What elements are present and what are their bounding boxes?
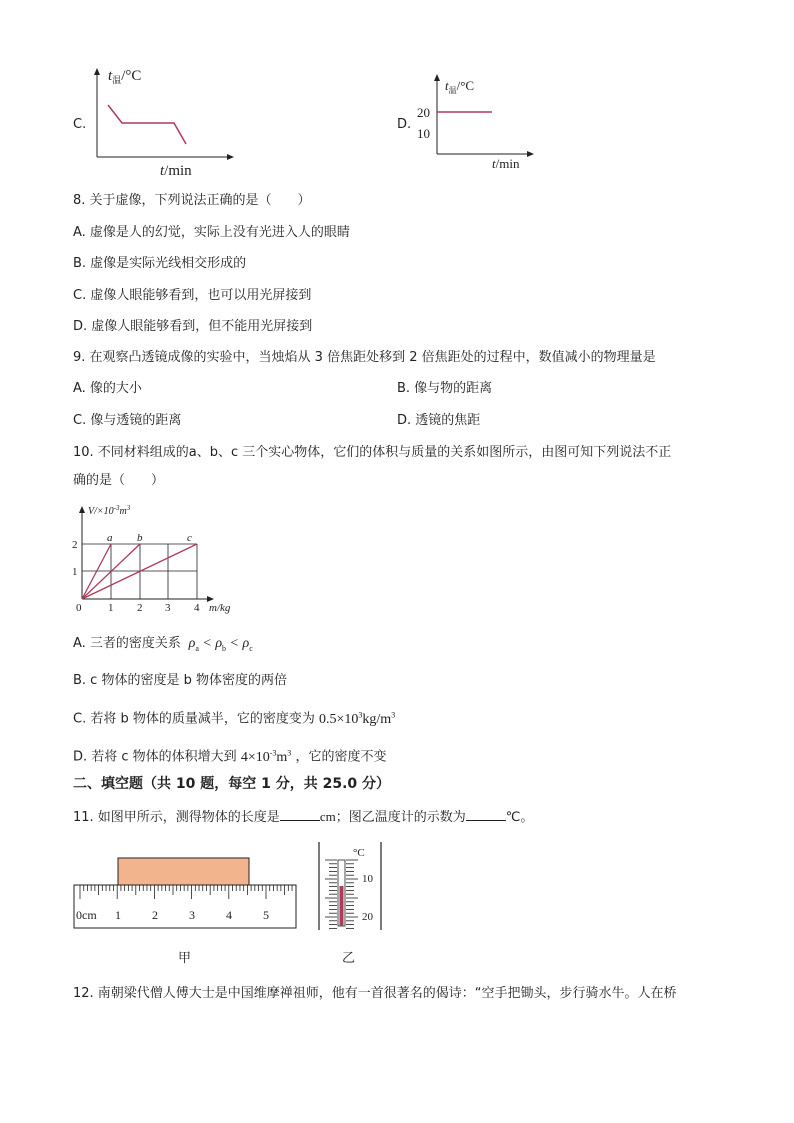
vm-y-arrow (79, 506, 85, 513)
graph-c-ylabel: $t_温/^\circ C$ (108, 68, 142, 85)
line-c (82, 544, 197, 599)
vm-graph (70, 500, 245, 620)
graph-c-x-arrow (227, 154, 234, 160)
q9-option-d: D. 透镜的焦距 (397, 413, 481, 428)
section-title: 二、填空题（共 10 题，每空 1 分，共 25.0 分） (73, 776, 391, 792)
q9-stem: 9. 在观察凸透镜成像的实验中，当烛焰从 3 倍焦距处移到 2 倍焦距处的过程中，数值减小的物理量是 (73, 350, 656, 365)
graph-d-tick-20: 20 (417, 105, 430, 120)
q9-option-a: A. 像的大小 (73, 381, 142, 396)
q11-unit-cm: cm (319, 809, 336, 824)
q8-stem: 8. 关于虚像，下列说法正确的是（ ） (73, 193, 311, 208)
vm-label-c: c (187, 532, 192, 544)
q10-option-c-text: C. 若将 b 物体的质量减半，它的密度变为 (73, 711, 315, 727)
graph-d-y-arrow (434, 74, 440, 81)
vm-y-tick-1: 1 (72, 566, 78, 578)
vm-y-tick-2: 2 (72, 539, 78, 551)
vm-ylabel: $V/\times 10^{-3}m^3$ (88, 504, 131, 517)
vm-x-tick-2: 2 (137, 602, 143, 614)
q10-option-c (73, 707, 395, 728)
graph-c-y-arrow (94, 68, 100, 75)
caption-yi: 乙 (342, 951, 356, 966)
ruler-label-3: 3 (189, 908, 195, 922)
q8-option-c: C. 虚像人眼能够看到，也可以用光屏接到 (73, 288, 312, 303)
q10-option-d-value: $4\times 10^{-3}m^3$ (240, 748, 292, 765)
vm-origin: 0 (76, 602, 82, 614)
q11-blank-length[interactable] (280, 808, 320, 821)
q11-stem-prefix: 11. 如图甲所示，测得物体的长度是 (73, 810, 280, 825)
q9-option-b: B. 像与物的距离 (397, 381, 493, 396)
q8-option-d: D. 虚像人眼能够看到，但不能用光屏接到 (73, 319, 313, 334)
graph-c-xlabel: t/min (160, 163, 192, 179)
q10-option-d (73, 745, 386, 766)
vm-label-a: a (107, 532, 113, 544)
measured-object (118, 858, 249, 885)
vm-label-b: b (137, 532, 143, 544)
q10-option-b: B. c 物体的密度是 b 物体密度的两倍 (73, 673, 287, 688)
q10-option-a-text: A. 三者的密度关系 (73, 636, 181, 651)
q10-option-d-text: D. 若将 c 物体的体积增大到 (73, 749, 237, 765)
ruler-label-0: 0cm (76, 908, 97, 922)
q11-stem-mid: ；图乙温度计的示数为 (335, 810, 466, 825)
thermo-unit: °C (353, 847, 365, 859)
q9-option-c: C. 像与透镜的距离 (73, 413, 182, 428)
q11-blank-temp[interactable] (466, 808, 506, 821)
ruler-label-5: 5 (263, 908, 269, 922)
thermo-tick-20: 20 (362, 911, 373, 923)
q10-option-c-value: $0.5\times 10^3kg/m^3$ (319, 710, 396, 727)
density-relation: $\rho_a < \rho_b < \rho_c$ (185, 636, 253, 653)
vm-x-tick-4: 4 (194, 602, 200, 614)
thermo-tick-10: 10 (362, 873, 373, 885)
vm-xlabel: m/kg (209, 602, 231, 614)
graph-d-x-arrow (527, 151, 534, 157)
q8-option-b: B. 虚像是实际光线相交形成的 (73, 256, 247, 271)
ruler-label-4: 4 (226, 908, 232, 922)
graph-d-xlabel: t/min (492, 156, 520, 171)
q10-option-d-suffix: ，它的密度不变 (295, 749, 387, 765)
graph-c-curve (108, 105, 186, 144)
q12-stem: 12. 南朝梁代僧人傅大士是中国维摩禅祖师，他有一首很著名的偈诗：“空手把锄头，步行骑水牛。人在桥 (73, 986, 677, 1001)
q11-stem (73, 808, 533, 826)
vm-x-tick-1: 1 (108, 602, 114, 614)
q11-unit-c: ℃。 (505, 810, 534, 825)
line-a (82, 544, 111, 599)
option-c-label: C. (73, 117, 87, 132)
q10-option-a (73, 636, 253, 657)
q10-stem-line2: 确的是（ ） (73, 473, 165, 488)
graph-d-tick-10: 10 (417, 126, 430, 141)
graph-c (90, 62, 250, 180)
q10-stem-line1: 10. 不同材料组成的a、b、c 三个实心物体，它们的体积与质量的关系如图所示，由图可知下列说法不正 (73, 445, 672, 460)
graph-d (412, 72, 547, 172)
thermometer-figure (315, 840, 385, 932)
option-d-label: D. (397, 117, 412, 132)
thermo-liquid (340, 886, 344, 926)
ruler-label-2: 2 (152, 908, 158, 922)
ruler-label-1: 1 (115, 908, 121, 922)
vm-x-tick-3: 3 (165, 602, 171, 614)
graph-d-ylabel: $t_温/^\circ C$ (445, 78, 475, 95)
q8-option-a: A. 虚像是人的幻觉，实际上没有光进入人的眼睛 (73, 225, 350, 240)
ruler-figure (72, 855, 300, 931)
caption-jia: 甲 (178, 951, 192, 966)
